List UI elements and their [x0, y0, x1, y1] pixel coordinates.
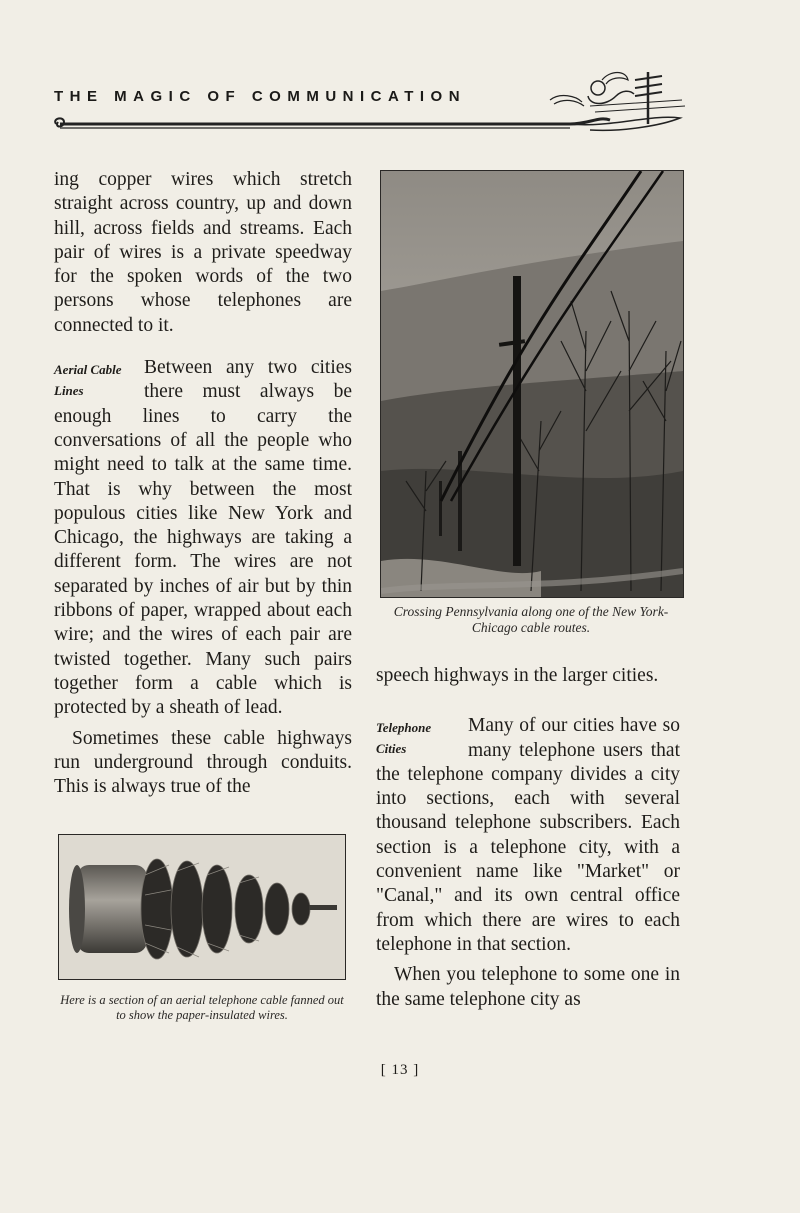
header-ornament — [50, 66, 690, 146]
left-paragraph-1: ing copper wires which stretch straight across country, up and down hill, across fields and streams. Each pair of wires is a private speedway for the spoken words of the two persons whose telephones are connected to it. — [54, 169, 352, 336]
sidehead-line: Aerial Cable — [54, 362, 122, 378]
left-column — [54, 168, 352, 799]
right-paragraph-3: When you telephone to some one in the same telephone city as — [376, 964, 680, 1010]
right-paragraph-1: speech highways in the larger cities. — [376, 665, 659, 686]
sidehead-line: Cities — [376, 741, 407, 757]
sidehead-line: Lines — [54, 383, 84, 399]
photo-cable-route — [380, 170, 684, 598]
left-paragraph-2: Between any two cities there must always be enough lines to carry the conversations of all the people who might need to talk at the same time. That is why between the most populous cities like New York and Chicago, the highways are taking a different form. The wires are not separated by inches of air but by thin ribbons of paper, wrapped about each wire; and the wires of each pair are twisted together. Many such pairs together form a cable which is protected by a sheath of lead. — [54, 357, 352, 719]
photo-cable-section-caption: Here is a section of an aerial telephone cable fanned out to show the paper-insulated wires. — [60, 993, 344, 1022]
running-head: THE MAGIC OF COMMUNICATION — [54, 88, 467, 105]
left-paragraph-3: Sometimes these cable highways run underground through conduits. This is always true of the — [54, 727, 352, 798]
photo-cable-route-caption: Crossing Pennsylvania along one of the New York-Chicago cable routes. — [393, 604, 669, 635]
sidehead-aerial-cable-lines — [54, 359, 134, 401]
sidehead-line: Telephone — [376, 720, 432, 736]
sidehead-telephone-cities — [376, 717, 458, 759]
cable-illustration — [59, 835, 345, 979]
photo-cable-section — [58, 834, 346, 980]
page-number: [ 13 ] — [380, 1062, 420, 1078]
photo-illustration — [381, 171, 683, 597]
right-paragraph-2: Many of our cities have so many telephone users that the telephone company divides a city into sections, each with several thousand telephone subscribers. Each section is a telephone city, with a convenient name like "Market" or "Canal," and its own central office from which there are wires to each telephone in that section. — [376, 715, 680, 955]
right-column — [376, 664, 680, 1012]
